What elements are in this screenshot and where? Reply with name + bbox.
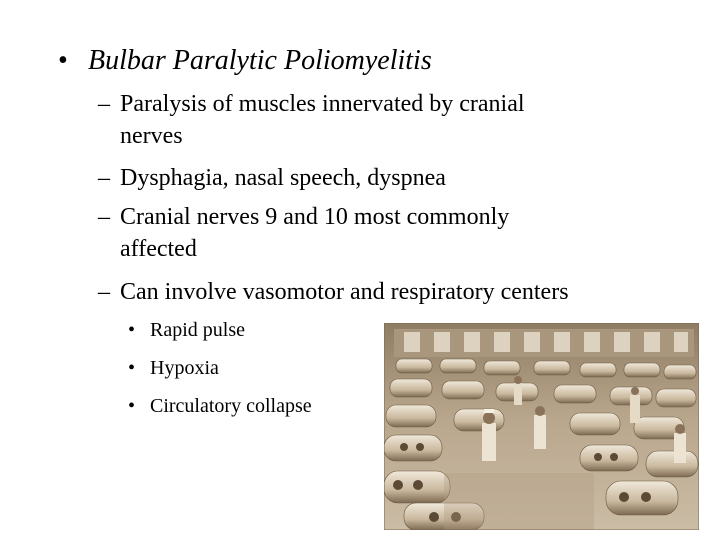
- sub-item-3: [98, 201, 658, 265]
- sub-item-text-cont: nerves: [120, 123, 183, 149]
- bullet-marker: •: [58, 45, 68, 76]
- sub-item-text-cont: affected: [120, 236, 197, 262]
- sub-item-1: [98, 88, 658, 152]
- bullet-marker: •: [128, 357, 136, 379]
- subsub-item-2: [128, 354, 368, 382]
- photo-illustration: [384, 323, 699, 530]
- subsub-item-3: [128, 392, 368, 420]
- bullet-marker: •: [128, 395, 136, 417]
- sub-item-text: Can involve vasomotor and respiratory centers: [120, 279, 569, 305]
- sub-item-2: [98, 162, 658, 194]
- dash-marker: –: [98, 204, 110, 230]
- subsub-item-text: Hypoxia: [150, 357, 219, 379]
- title-bullet: [58, 44, 432, 78]
- sub-item-text: Dysphagia, nasal speech, dyspnea: [120, 165, 446, 191]
- subsub-item-text: Rapid pulse: [150, 319, 245, 341]
- sub-item-4: [98, 276, 698, 308]
- iron-lung-ward-photo: [384, 323, 699, 530]
- sub-item-text: Paralysis of muscles innervated by cranial: [120, 91, 525, 117]
- dash-marker: –: [98, 165, 110, 191]
- bullet-marker: •: [128, 319, 136, 341]
- dash-marker: –: [98, 91, 110, 117]
- subsub-item-text: Circulatory collapse: [150, 395, 312, 417]
- dash-marker: –: [98, 279, 110, 305]
- slide-title: Bulbar Paralytic Poliomyelitis: [88, 45, 432, 76]
- sub-item-text: Cranial nerves 9 and 10 most commonly: [120, 204, 510, 230]
- subsub-item-1: [128, 316, 368, 344]
